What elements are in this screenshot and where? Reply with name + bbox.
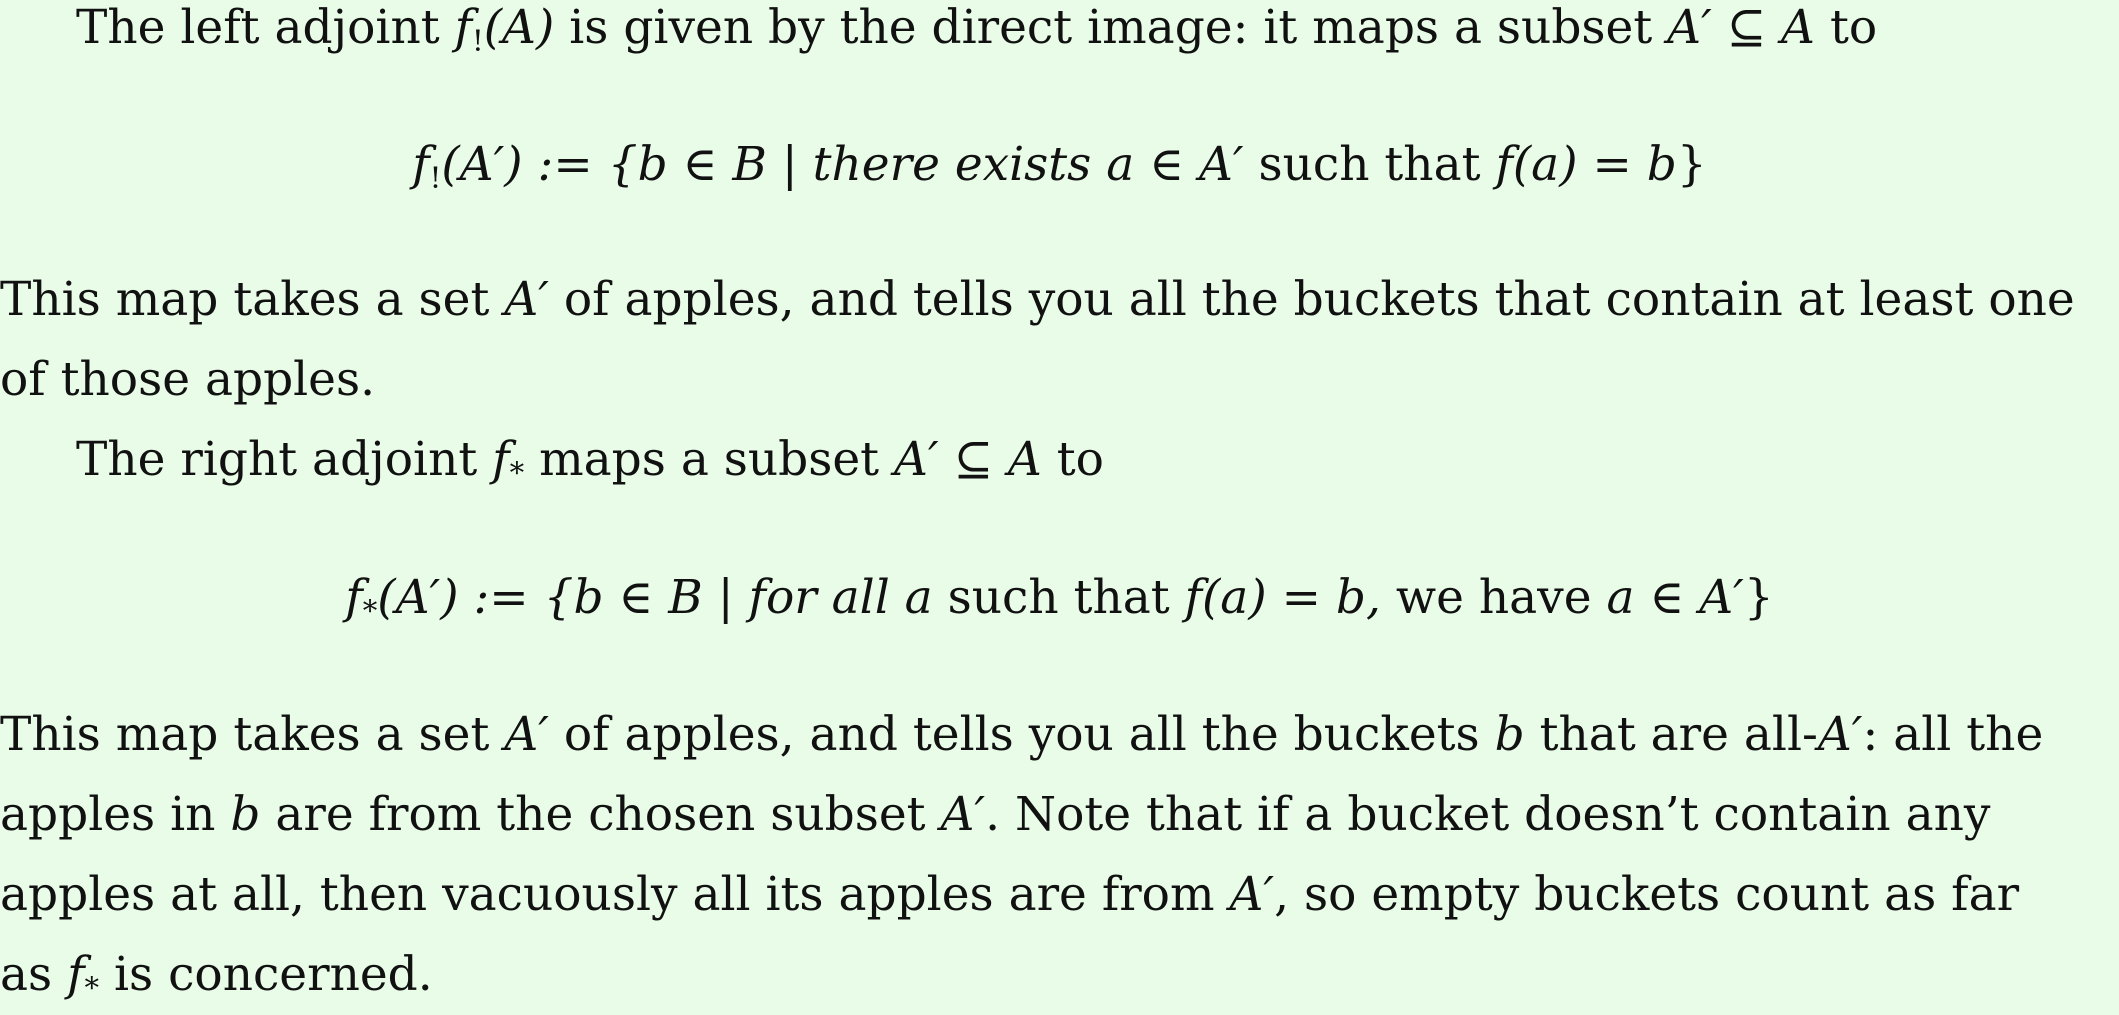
math-set-builder: (A′) := {b ∈ B | there exists [441, 137, 1107, 192]
math-aprime: A′ [504, 707, 549, 762]
math-membership: a ∈ A′ [1106, 137, 1244, 192]
text: : all the [1862, 707, 2044, 762]
text: are from the chosen subset [260, 787, 941, 842]
text: , so empty buckets count as far [1274, 867, 2020, 922]
math-subscript: * [84, 970, 100, 1005]
math-equation: f(a) = b [1495, 137, 1677, 192]
text: This map takes a set [0, 707, 505, 762]
paragraph-left-adjoint-intro [76, 0, 1877, 68]
text: to [1815, 0, 1878, 55]
math-f: f [492, 432, 510, 487]
math-a: a [904, 570, 933, 625]
math-aprime: A′ [504, 272, 549, 327]
text: as [0, 947, 68, 1002]
math-b: b [1494, 707, 1525, 762]
text: of apples, and tells you all the buckets that contain at least one [548, 272, 2075, 327]
text: . Note that if a bucket doesn’t contain any [985, 787, 1991, 842]
paragraph-right-adjoint-explain-line2 [0, 775, 1990, 855]
math-brace: } [1743, 570, 1774, 625]
math-f: f [67, 947, 85, 1002]
text: This map takes a set [0, 272, 505, 327]
text: we have [1380, 570, 1607, 625]
math-subscript: ! [429, 160, 442, 195]
math-subscript: * [362, 593, 378, 628]
math-equation: f(a) = b, [1184, 570, 1381, 625]
paragraph-right-adjoint-explain-line4 [0, 935, 433, 1015]
text: is concerned. [99, 947, 433, 1002]
math-subset: A′ ⊆ A [1667, 0, 1815, 55]
text: to [1041, 432, 1104, 487]
text: apples at all, then vacuously all its apples are from [0, 867, 1230, 922]
equation-right-adjoint [0, 558, 2119, 638]
text: that are all- [1524, 707, 1818, 762]
math-brace: } [1676, 137, 1707, 192]
math-aprime: A′ [1229, 867, 1275, 922]
text: such that [1243, 137, 1496, 192]
text: of those apples. [0, 352, 376, 407]
text: is given by the direct image: it maps a subset [554, 0, 1668, 55]
math-b: b [230, 787, 261, 842]
math-aprime: A′ [940, 787, 986, 842]
paragraph-right-adjoint-intro [76, 420, 1104, 500]
text: The right adjoint [76, 432, 493, 487]
math-f: f [412, 137, 430, 192]
math-f: f [345, 570, 363, 625]
math-subscript: * [509, 455, 525, 490]
paragraph-left-adjoint-explain-line1 [0, 260, 2075, 340]
math-subscript: ! [471, 23, 484, 58]
text: of apples, and tells you all the buckets [548, 707, 1495, 762]
math-aprime: A′ [1817, 707, 1863, 762]
math-f: f [454, 0, 472, 55]
paragraph-left-adjoint-explain-line2 [0, 340, 375, 420]
math-arg: (A) [483, 0, 555, 55]
math-set-builder: (A′) := {b ∈ B | for all [377, 570, 905, 625]
paragraph-right-adjoint-explain-line1 [0, 695, 2043, 775]
equation-direct-image [0, 125, 2119, 205]
math-membership: a ∈ A′ [1606, 570, 1744, 625]
paragraph-right-adjoint-explain-line3 [0, 855, 2019, 935]
text: maps a subset [524, 432, 895, 487]
text: apples in [0, 787, 231, 842]
text: such that [932, 570, 1185, 625]
text: The left adjoint [76, 0, 455, 55]
math-subset: A′ ⊆ A [894, 432, 1042, 487]
